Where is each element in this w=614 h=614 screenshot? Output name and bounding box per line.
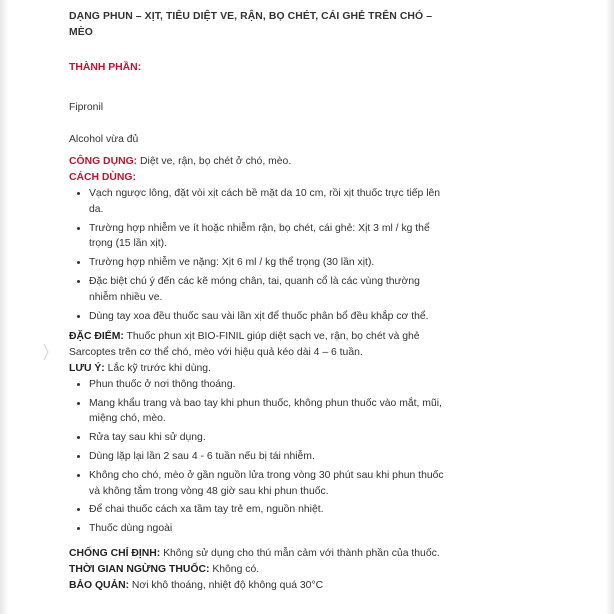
- directions-item: • Vạch ngược lông, đặt vòi xịt cách bề mặt da 10 cm, rồi xịt thuốc trực tiếp lên da.: [89, 186, 449, 218]
- notes-item: • Để chai thuốc cách xa tầm tay trẻ em, nguồn nhiệt.: [89, 502, 449, 518]
- usage-text: Diệt ve, rận, bọ chét ở chó, mèo.: [137, 156, 292, 168]
- directions-item: • Đặc biệt chú ý đến các kẽ móng chân, tai, quanh cổ là các vùng thường nhiễm nhiều ve.: [89, 274, 449, 306]
- notes-item: • Thuốc dùng ngoài: [89, 521, 449, 537]
- withdrawal-paragraph: [69, 562, 449, 578]
- storage-label: BẢO QUẢN:: [69, 579, 130, 591]
- notes-label: LƯU Ý:: [69, 362, 105, 374]
- contraindications-section: [69, 546, 449, 593]
- notes-item: • Mang khẩu trang và bao tay khi phun thuốc, không phun thuốc vào mắt, mũi, miệng chó, mèo.: [89, 396, 449, 428]
- usage-paragraph: [69, 154, 449, 170]
- product-description: [69, 9, 449, 593]
- features-paragraph: [69, 329, 449, 361]
- directions-list: [69, 186, 449, 324]
- page-edge-right: [606, 0, 614, 614]
- directions-item: • Trường hợp nhiễm ve nặng: Xịt 6 ml / kg thể trọng (30 lần xịt).: [89, 255, 449, 271]
- storage-text: Nơi khô thoáng, nhiệt độ không quá 30°C: [129, 579, 324, 591]
- page-title: DẠNG PHUN – XỊT, TIÊU DIỆT VE, RẬN, BỌ CHÉT, CÁI GHẺ TRÊN CHÓ – MÈO: [69, 11, 433, 38]
- notes-item: • Rửa tay sau khi sử dụng.: [89, 430, 449, 446]
- withdrawal-text: Không có.: [209, 563, 260, 575]
- page-edge-left: [0, 0, 8, 614]
- features-text: Thuốc phun xịt BIO-FINIL giúp diệt sạch ve, rận, bọ chét và ghẻ Sarcoptes trên cơ thể chó, mèo với hiệu quả kéo dài 4 – 6 tuần.: [69, 331, 420, 359]
- directions-item: • Trường hợp nhiễm ve ít hoặc nhiễm rận, bọ chét, cái ghẻ: Xịt 3 ml / kg thể trọng (15 lần xịt).: [89, 221, 449, 253]
- chevron-right-icon: [43, 343, 49, 361]
- contraindications-label: CHỐNG CHỈ ĐỊNH:: [69, 547, 161, 559]
- notes-item: • Không cho chó, mèo ở gần nguồn lửa trong vòng 30 phút sau khi phun thuốc và không tắm trong vòng 48 giờ sau khi phun thuốc.: [89, 468, 449, 500]
- contraindications-text: Không sử dụng cho thú mẫn cảm với thành phần của thuốc.: [160, 547, 440, 559]
- ingredient-item: Alcohol vừa đủ: [69, 133, 139, 145]
- notes-text: Lắc kỹ trước khi dùng.: [104, 362, 211, 374]
- notes-item: • Phun thuốc ở nơi thông thoáng.: [89, 377, 449, 393]
- withdrawal-label: THỜI GIAN NGỪNG THUỐC:: [69, 563, 210, 575]
- usage-label: CÔNG DỤNG:: [69, 156, 138, 168]
- directions-heading: CÁCH DÙNG:: [69, 172, 136, 184]
- notes-item: • Dùng lặp lại lần 2 sau 4 - 6 tuần nếu bị tái nhiễm.: [89, 449, 449, 465]
- storage-paragraph: [69, 578, 449, 594]
- directions-item: • Dùng tay xoa đều thuốc sau vài lần xịt để thuốc phân bổ đều khắp cơ thể.: [89, 309, 449, 325]
- features-label: ĐẶC ĐIỂM:: [69, 331, 124, 343]
- contraindications-paragraph: [69, 546, 449, 562]
- usage-section: [69, 154, 449, 324]
- notes-paragraph: [69, 361, 449, 377]
- ingredients-heading: THÀNH PHẦN:: [69, 62, 142, 73]
- ingredients-section: [69, 60, 449, 147]
- ingredient-item: Fipronil: [69, 101, 104, 113]
- features-section: [69, 329, 449, 537]
- notes-list: [69, 377, 449, 537]
